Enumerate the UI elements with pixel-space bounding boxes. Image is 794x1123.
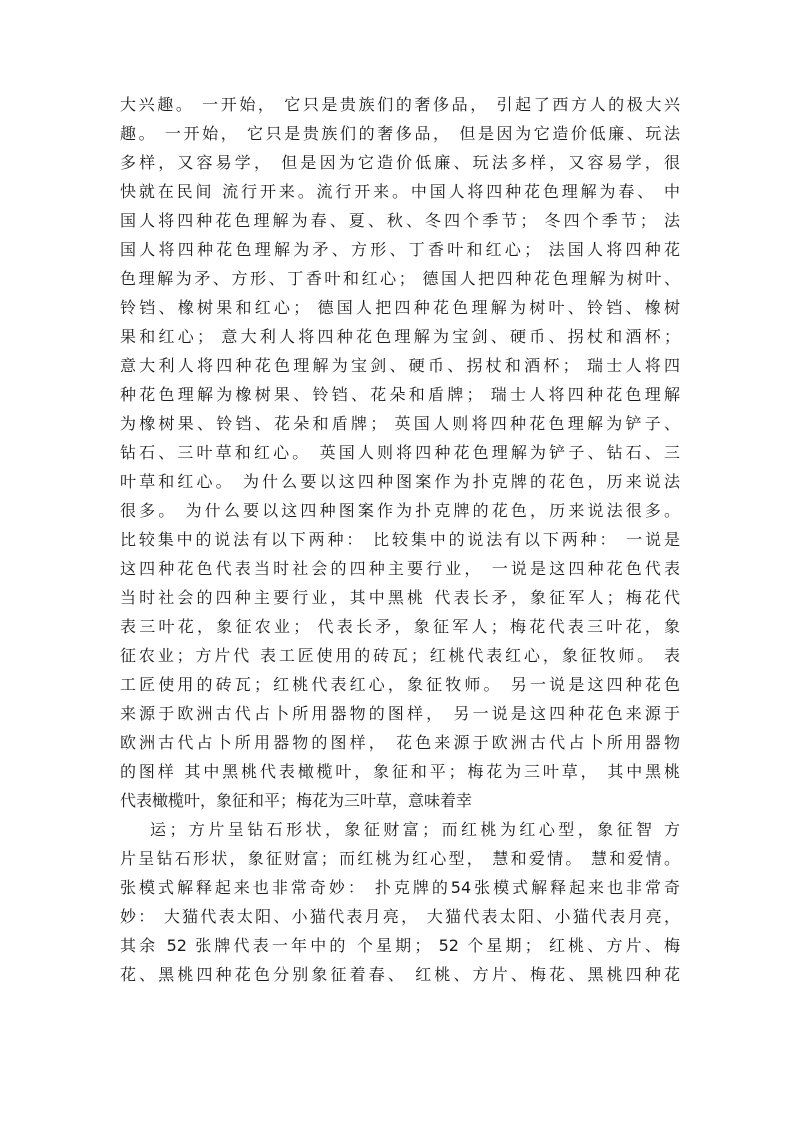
- text-line: 表三叶花，象征农业； 代表长矛，象征军人；梅花代表三叶花，象: [120, 617, 680, 636]
- text-line: 很多。 为什么要以这四种图案作为扑克牌的花色，历来说法很多。: [120, 501, 680, 520]
- text-line: 果和红心； 意大利人将四种花色理解为宝剑、硬币、拐杖和酒杯；: [120, 327, 680, 346]
- text-line: 种花色理解为橡树果、铃铛、花朵和盾牌； 瑞士人将四种花色理解: [120, 385, 680, 404]
- text-line: 快就在民间 流行开来。流行开来。中国人将四种花色理解为春、 中: [120, 182, 680, 201]
- text-line: 为橡树果、铃铛、花朵和盾牌； 英国人则将四种花色理解为铲子、: [120, 414, 680, 433]
- text-line: 欧洲古代占卜所用器物的图样， 花色来源于欧洲古代占卜所用器物: [120, 733, 680, 752]
- text-line: 铃铛、橡树果和红心； 德国人把四种花色理解为树叶、铃铛、橡树: [120, 298, 680, 317]
- body-text: [120, 90, 680, 989]
- text-line: 这四种花色代表当时社会的四种主要行业， 一说是这四种花色代表: [120, 559, 680, 578]
- text-line: 色理解为矛、方形、丁香叶和红心； 德国人把四种花色理解为树叶、: [120, 269, 680, 288]
- text-line: 征农业；方片代 表工匠使用的砖瓦；红桃代表红心，象征牧师。 表: [120, 646, 680, 665]
- text-line: 趣。 一开始， 它只是贵族们的奢侈品， 但是因为它造价低廉、玩法: [120, 124, 680, 143]
- text-line: 钻石、三叶草和红心。 英国人则将四种花色理解为铲子、钻石、三: [120, 443, 680, 462]
- text-line: 运；方片呈钻石形状，象征财富；而红桃为红心型，象征智 方: [150, 820, 680, 839]
- text-line: 张模式解释起来也非常奇妙： 扑克牌的54张模式解释起来也非常奇: [120, 878, 680, 897]
- text-line: 其余 52 张牌代表一年中的 个星期； 52 个星期； 红桃、方片、梅: [120, 936, 680, 955]
- text-line: 来源于欧洲古代占卜所用器物的图样， 另一说是这四种花色来源于: [120, 704, 680, 723]
- text-line: 当时社会的四种主要行业，其中黑桃 代表长矛，象征军人；梅花代: [120, 588, 680, 607]
- text-line: 花、黑桃四种花色分别象征着春、 红桃、方片、梅花、黑桃四种花: [120, 965, 680, 984]
- text-line: 叶草和红心。 为什么要以这四种图案作为扑克牌的花色，历来说法: [120, 472, 680, 491]
- text-line: 代表橄榄叶，象征和平；梅花为三叶草，意味着幸: [120, 791, 473, 810]
- text-line: 工匠使用的砖瓦；红桃代表红心，象征牧师。 另一说是这四种花色: [120, 675, 680, 694]
- text-line: 片呈钻石形状，象征财富；而红桃为红心型， 慧和爱情。 慧和爱情。: [120, 849, 680, 868]
- text-line: 比较集中的说法有以下两种： 比较集中的说法有以下两种： 一说是: [120, 530, 680, 549]
- text-line: 的图样 其中黑桃代表橄榄叶，象征和平；梅花为三叶草， 其中黑桃: [120, 762, 680, 781]
- text-line: 国人将四种花色理解为矛、方形、丁香叶和红心； 法国人将四种花: [120, 240, 680, 259]
- text-line: 意大利人将四种花色理解为宝剑、硬币、拐杖和酒杯； 瑞士人将四: [120, 356, 680, 375]
- text-line: 大兴趣。 一开始， 它只是贵族们的奢侈品， 引起了西方人的极大兴: [120, 95, 680, 114]
- text-line: 国人将四种花色理解为春、夏、秋、冬四个季节； 冬四个季节； 法: [120, 211, 680, 230]
- text-line: 妙： 大猫代表太阳、小猫代表月亮， 大猫代表太阳、小猫代表月亮，: [120, 907, 680, 926]
- text-line: 多样，又容易学， 但是因为它造价低廉、玩法多样，又容易学，很: [120, 153, 680, 172]
